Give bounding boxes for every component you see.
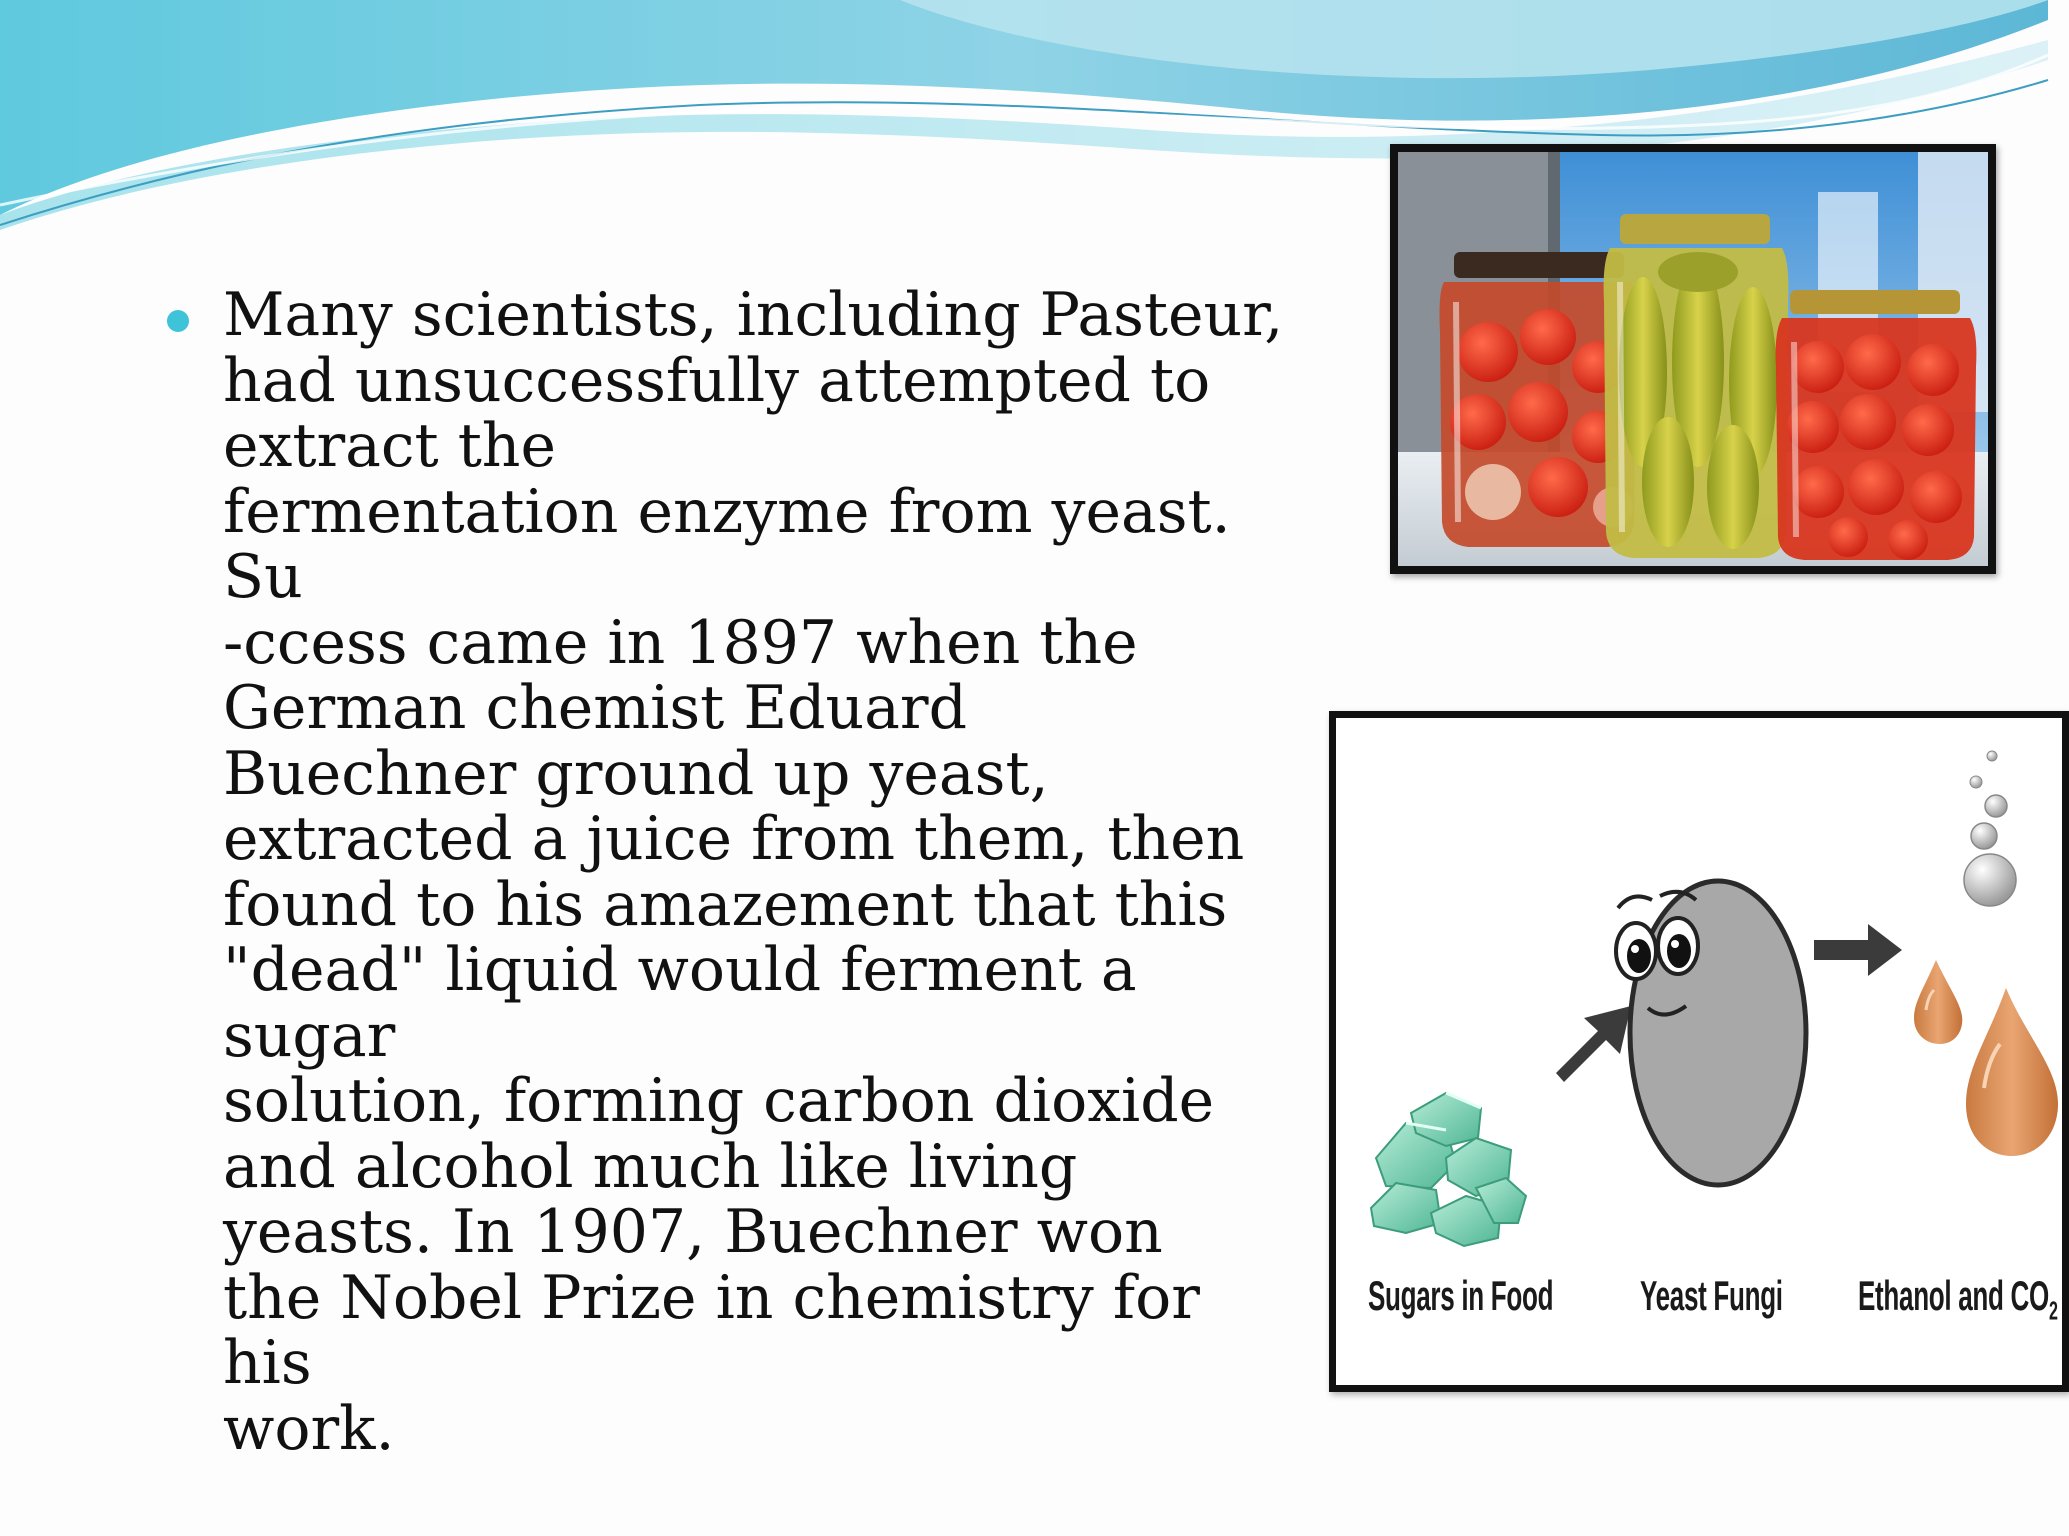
arrow-up-right-icon [1556,1006,1631,1082]
pickled-jars-illustration [1398,152,1988,566]
caption-ethanol-and-co2 [1858,1272,2058,1326]
bullet-marker [167,310,189,332]
yeast-character-icon [1616,881,1806,1185]
caption-ethanol-text: Ethanol and CO [1858,1272,2049,1319]
co2-bubbles-icon [1964,751,2016,906]
sugar-crystals-icon [1371,1093,1526,1246]
caption-sugars-in-food: Sugars in Food [1368,1272,1554,1319]
fermentation-diagram [1329,711,2069,1392]
pickled-jars-photo [1390,144,1996,574]
caption-yeast-fungi: Yeast Fungi [1640,1272,1783,1319]
ethanol-droplets-icon [1914,960,2058,1156]
caption-ethanol-subscript: 2 [2048,1295,2058,1326]
bullet-text-fermentation: Many scientists, including Pasteur, had unsuccessfully attempted to extract the fermentation enzyme from yeast. Su -ccess came in 1897 when the German chemist Eduard Buechner ground up yeast, extracted a juice from them, then found to his amazement that this "dead" liquid would ferment a sugar solution, forming carbon dioxide and alcohol much like living yeasts. In 1907, Buechner won the Nobel Prize in chemistry for his work. [223,280,1284,1464]
arrow-right-icon [1814,924,1902,976]
